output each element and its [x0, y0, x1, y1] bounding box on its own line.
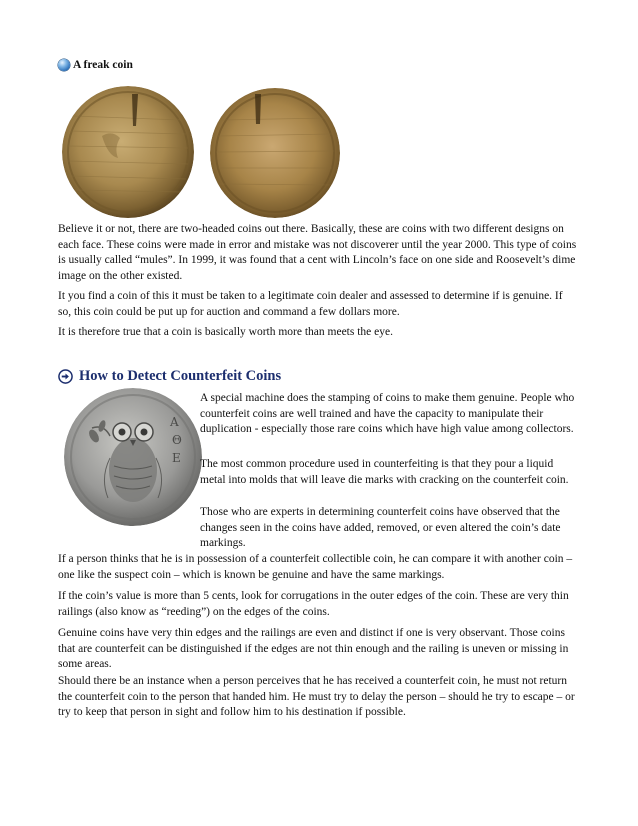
counterfeit-section-heading [58, 368, 281, 385]
arrow-right-circle-icon [58, 369, 73, 384]
svg-text:Θ: Θ [172, 433, 182, 447]
freak-coin-paragraph-2: It you find a coin of this it must be taken to a legitimate coin dealer and assessed to determine if is genuine. If so, this coin could be put up for auction and command a few dollars more. [58, 290, 563, 318]
counterfeit-side-paragraph-3: Those who are experts in determining counterfeit coins have observed that the changes seen in the coins have added, removed, or even altered the coin’s date markings. [200, 506, 561, 550]
counterfeit-paragraph-1: If a person thinks that he is in possession of a counterfeit collectible coin, he can compare it with another coin – one like the suspect coin – which is known be genuine and have the same markings. [58, 553, 573, 581]
freak-coin-paragraph-3: It is therefore true that a coin is basically worth more than meets the eye. [58, 326, 393, 338]
owl-tetradrachm-coin-image [64, 388, 202, 526]
freak-coin-heading-text: A freak coin [73, 59, 133, 71]
counterfeit-paragraph-4: Should there be an instance when a person perceives that he has received a counterfeit coin, he must not return the counterfeit coin to the person that handed him. He must try to delay the person – should he try to escape – or try to keep that person in sight and follow him to his destination if possible. [58, 675, 575, 719]
counterfeit-side-paragraph-1: A special machine does the stamping of coins to make them genuine. People who counterfeit coins are well trained and have the capacity to manipulate their duplication - especially those rare coins which have high value among collectors. [200, 392, 575, 436]
svg-text:E: E [172, 451, 181, 465]
mule-coin-obverse-image [62, 86, 194, 218]
counterfeit-paragraph-3: Genuine coins have very thin edges and the railings are even and distinct if one is very observant. Those coins that are counterfeit can be distinguished if the edges are not thin enough and the railing is uneven or missing in some areas. [58, 627, 569, 671]
counterfeit-paragraph-2: If the coin’s value is more than 5 cents, look for corrugations in the outer edges of the coin. These are very thin railings (also know as “reeding”) on the edges of the coins. [58, 590, 569, 618]
blue-ball-bullet-icon [58, 59, 70, 71]
mule-coin-reverse-image [210, 88, 340, 218]
freak-coin-heading [58, 59, 133, 71]
counterfeit-side-paragraph-2: The most common procedure used in counterfeiting is that they pour a liquid metal into molds that will leave die marks with cracking on the counterfeit coin. [200, 458, 569, 486]
counterfeit-heading-text: How to Detect Counterfeit Coins [79, 368, 282, 384]
svg-text:A: A [170, 415, 179, 429]
freak-coin-paragraph-1: Believe it or not, there are two-headed coins out there. Basically, these are coins with two different designs on each face. These coins were made in error and mistake was not discoverer until the year 2000. This type of coins is usually called “mules”. In 1999, it was found that a cent with Lincoln’s face on one side and Roosevelt’s dime image on the other existed. [58, 223, 577, 282]
